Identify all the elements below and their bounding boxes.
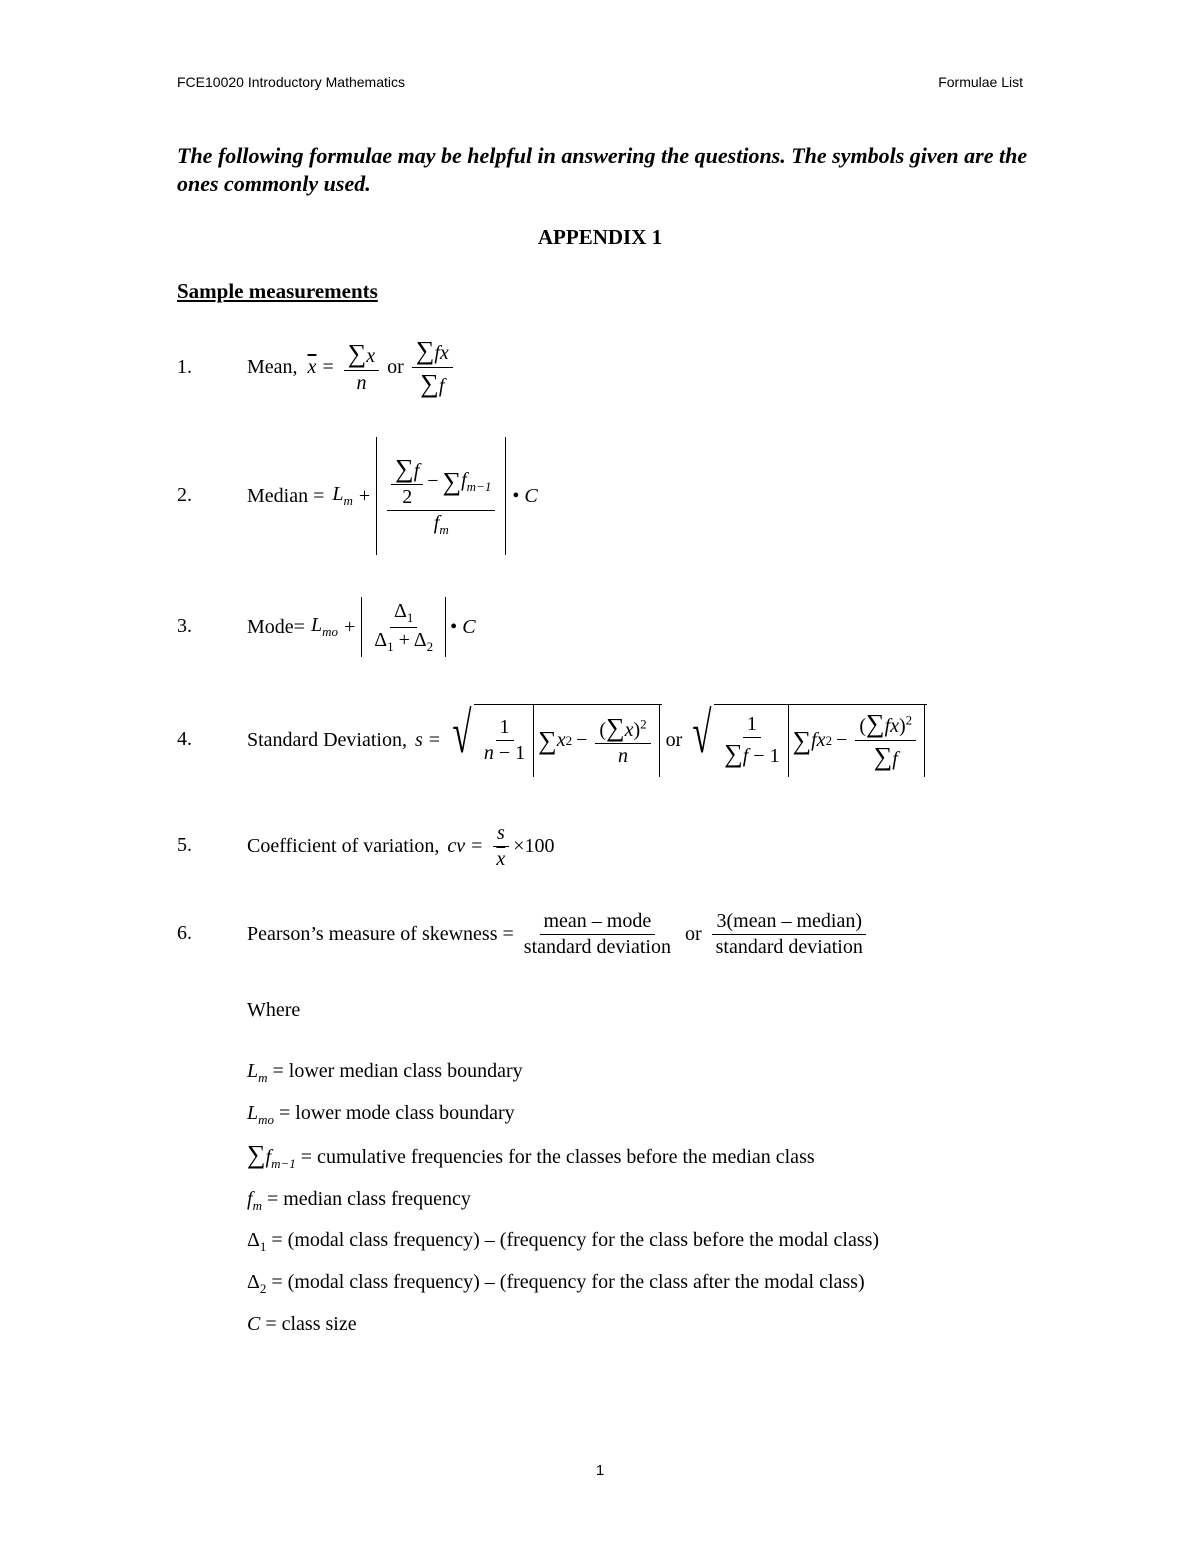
where-label: Where — [247, 999, 301, 1021]
page-number: 1 — [595, 1462, 605, 1479]
pearson-numerator-2: 3(mean – median) — [712, 910, 866, 935]
pearson-denominator-1: standard deviation — [523, 935, 671, 958]
formula-label: Pearson’s measure of skewness = — [247, 922, 514, 945]
header-doc-title: Formulae List — [938, 74, 1023, 90]
definition-item: $L_{mo}$ = lower mode class boundary — [247, 1101, 515, 1127]
formula-mode: Mode= $L_{mo}$ + $\frac{\Delta_1}{\Delta_1 + \Delta_2}$ • C — [247, 596, 476, 658]
item-number: 4. — [177, 728, 192, 750]
header-course-title: FCE10020 Introductory Mathematics — [177, 74, 405, 90]
or-text: or — [684, 922, 702, 945]
formula-coefficient-of-variation: Coefficient of variation, cv = $\frac{s}{x}$ ×100 — [247, 821, 555, 870]
definition-item: $\sum f_{m-1}$ = cumulative frequencies for the classes before the median class — [247, 1140, 815, 1172]
item-number: 5. — [177, 834, 192, 856]
pearson-numerator-1: mean – mode — [540, 910, 656, 935]
item-number: 6. — [177, 922, 192, 944]
appendix-title: APPENDIX 1 — [537, 225, 663, 249]
formula-label: Mode= — [247, 615, 305, 638]
formula-median: Median = $L_m$ + $\frac{\sum f}{2}$ − ∑ $f_{m-1}$ $f_m$ • C — [247, 436, 538, 556]
formula-label: Standard Deviation, — [247, 728, 407, 751]
definition-item: C = class size — [247, 1312, 357, 1335]
formula-label: Mean, — [247, 355, 298, 378]
or-text: or — [387, 355, 404, 378]
definitions-list — [247, 1054, 879, 1342]
formula-label: Median = — [247, 484, 325, 507]
definition-item: $f_m$ = median class frequency — [247, 1187, 471, 1213]
formula-label: Coefficient of variation, — [247, 834, 440, 857]
formula-standard-deviation: Standard Deviation, s = √ $\frac{1}{n - 1}$ ∑ x 2 − $\frac{(\sum x)^2}{n}$ or √ $\frac{1}{\sum f - 1}$ ∑ fx 2 − $\frac{(\sum fx)^2}{\sum f}$ — [247, 698, 927, 782]
item-number: 2. — [177, 484, 192, 506]
item-number: 3. — [177, 615, 192, 637]
definition-item: $\Delta_2$ = (modal class frequency) – (frequency for the class after the modal class) — [247, 1270, 865, 1296]
item-number: 1. — [177, 356, 192, 378]
intro-text: The following formulae may be helpful in answering the questions. The symbols given are the ones commonly used. — [177, 143, 1028, 196]
pearson-denominator-2: standard deviation — [715, 935, 863, 958]
definition-item: $\Delta_1$ = (modal class frequency) – (frequency for the class before the modal class) — [247, 1229, 880, 1255]
definition-item: $L_m$ = lower median class boundary — [247, 1060, 523, 1085]
formula-pearson-skewness — [247, 903, 871, 965]
formula-mean: Mean, $\overline{x}$ = $\frac{\sum x}{n}$ or $\frac{\sum fx}{\sum f}$ — [247, 336, 457, 399]
section-title: Sample measurements — [177, 279, 378, 303]
or-text: or — [665, 728, 683, 751]
